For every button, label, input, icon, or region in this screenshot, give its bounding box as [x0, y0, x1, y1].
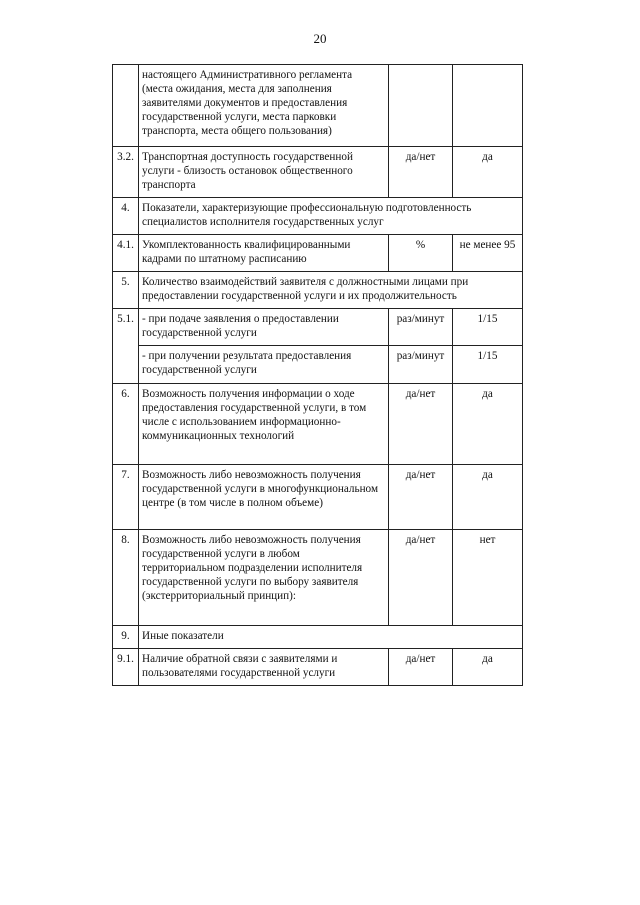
norm-cell: да: [453, 465, 523, 530]
row-number: 3.2.: [113, 147, 139, 198]
row-number: 9.1.: [113, 649, 139, 686]
row-number: 6.: [113, 384, 139, 465]
row-number: [113, 65, 139, 147]
row-number: 9.: [113, 626, 139, 649]
indicator-text: - при подаче заявления о предоставлении государственной услуги: [139, 309, 389, 346]
table-row: [113, 65, 523, 147]
row-number: 4.1.: [113, 235, 139, 272]
norm-cell: да: [453, 384, 523, 465]
unit-cell: раз/минут: [389, 346, 453, 384]
row-number: 5.: [113, 272, 139, 309]
norm-cell: 1/15: [453, 309, 523, 346]
indicator-text: - при получении результата предоставления государственной услуги: [139, 346, 389, 384]
norm-cell: да: [453, 649, 523, 686]
unit-cell: да/нет: [389, 465, 453, 530]
row-number: 5.1.: [113, 309, 139, 384]
norm-cell: не менее 95: [453, 235, 523, 272]
indicator-text: Возможность либо невозможность получения государственной услуги в многофункциональном центре (в том числе в полном объеме): [139, 465, 389, 530]
norm-cell: нет: [453, 530, 523, 626]
row-number: 4.: [113, 198, 139, 235]
table-row: [113, 465, 523, 530]
indicator-text: Возможность получения информации о ходе предоставления государственной услуги, в том числе с использованием информационно-коммуникационных технологий: [139, 384, 389, 465]
section-heading: Иные показатели: [139, 626, 523, 649]
unit-cell: да/нет: [389, 530, 453, 626]
norm-cell: [453, 65, 523, 147]
unit-cell: да/нет: [389, 384, 453, 465]
unit-cell: да/нет: [389, 147, 453, 198]
indicators-table: [112, 64, 523, 686]
table-row: [113, 346, 523, 384]
row-number: 7.: [113, 465, 139, 530]
section-heading: Показатели, характеризующие профессиональную подготовленность специалистов исполнителя государственных услуг: [139, 198, 523, 235]
unit-cell: да/нет: [389, 649, 453, 686]
unit-cell: [389, 65, 453, 147]
table-row: [113, 384, 523, 465]
indicator-text: Наличие обратной связи с заявителями и пользователями государственной услуги: [139, 649, 389, 686]
norm-cell: 1/15: [453, 346, 523, 384]
section-heading: Количество взаимодействий заявителя с должностными лицами при предоставлении государственной услуги и их продолжительность: [139, 272, 523, 309]
section-row: [113, 626, 523, 649]
unit-cell: раз/минут: [389, 309, 453, 346]
indicator-text: Транспортная доступность государственной услуги - близость остановок общественного транспорта: [139, 147, 389, 198]
table-row: [113, 235, 523, 272]
table-row: [113, 147, 523, 198]
indicator-text: Возможность либо невозможность получения государственной услуги в любом территориальном подразделении исполнителя государственной услуги по выбору заявителя (экстерриториальный принцип):: [139, 530, 389, 626]
section-row: [113, 272, 523, 309]
indicator-text: настоящего Административного регламента (места ожидания, места для заполнения заявителями документов и предоставления государственной услуги, места парковки транспорта, места общего пользования): [139, 65, 389, 147]
row-number: 8.: [113, 530, 139, 626]
unit-cell: %: [389, 235, 453, 272]
table-row: [113, 649, 523, 686]
table-row: [113, 309, 523, 346]
indicator-text: Укомплектованность квалифицированными кадрами по штатному расписанию: [139, 235, 389, 272]
page-number: 20: [313, 31, 327, 46]
table-row: [113, 530, 523, 626]
section-row: [113, 198, 523, 235]
norm-cell: да: [453, 147, 523, 198]
